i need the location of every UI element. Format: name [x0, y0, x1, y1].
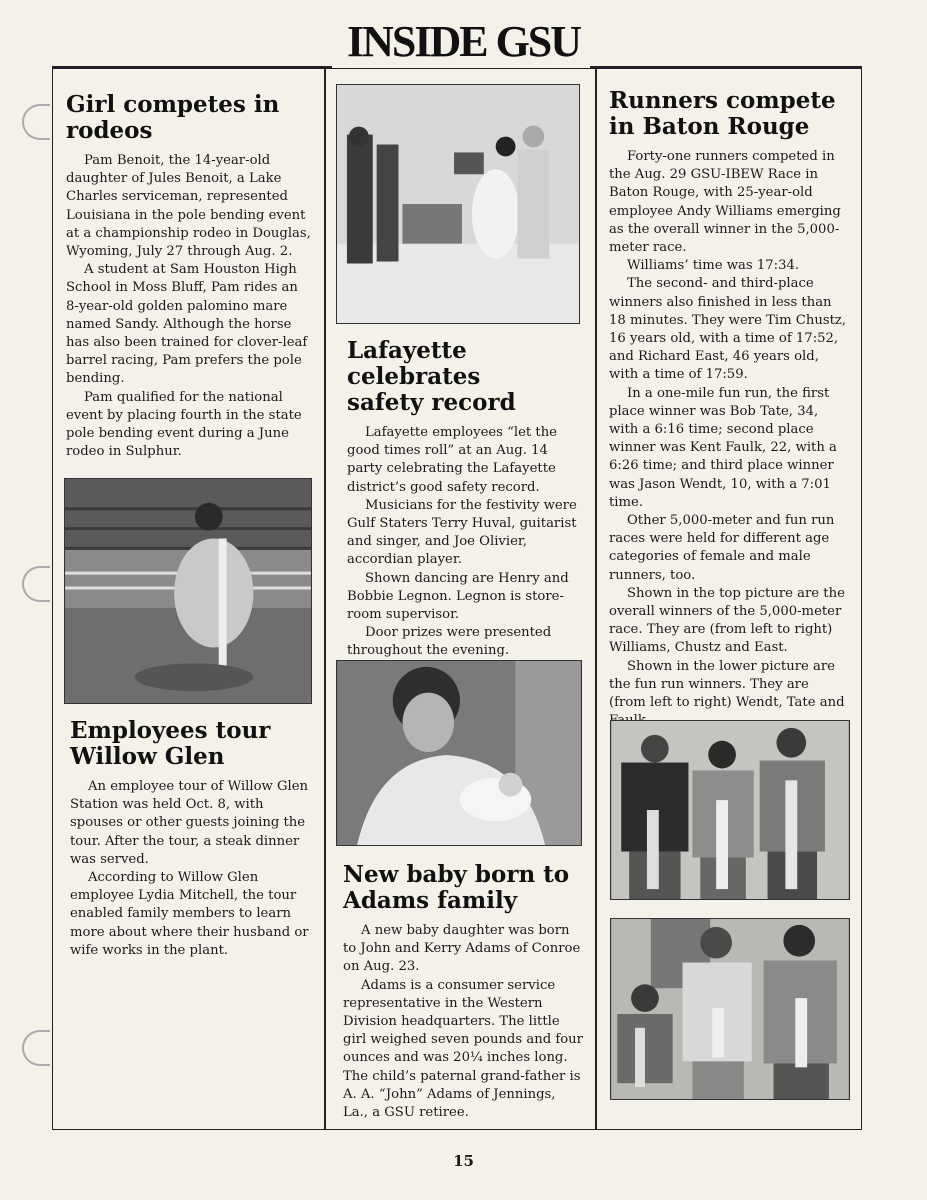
masthead: INSIDE GSU — [346, 17, 581, 66]
headline-lafayette: Lafayette celebrates safety record — [347, 337, 516, 416]
baby-photo-graphic — [337, 661, 581, 845]
column-divider — [324, 68, 326, 1130]
binder-hole — [22, 1030, 50, 1066]
paragraph: Pam qualified for the national event by placing fourth in the state pole bending event during a June rodeo in Sulphur. — [66, 389, 302, 460]
headline-willow: Employees tour Willow Glen — [70, 717, 271, 770]
rodeo-photo-graphic — [65, 479, 311, 703]
headline-rodeo: Girl competes in rodeos — [66, 91, 280, 144]
article-baby — [343, 862, 583, 1122]
rodeo-photo — [64, 478, 312, 704]
runners-top-photo — [610, 720, 850, 900]
article-runners — [609, 88, 847, 731]
runners-bottom-photo-graphic — [611, 919, 849, 1099]
paragraph: The second- and third-place winners also finished in less than 18 minutes. They were Tim Chustz, 16 years old, with a time of 17:52, and Richard East, 46 years old, with a time of 17:59. — [609, 276, 847, 383]
paragraph: A student at Sam Houston High School in Moss Bluff, Pam rides an 8-year-old golden palomino mare named Sandy. Although the horse has also been trained for clover-leaf barrel racing, Pam prefers the pole bending. — [66, 262, 308, 387]
article-willow — [70, 718, 312, 960]
article-body-baby — [343, 922, 583, 1122]
paragraph: A new baby daughter was born to John and Kerry Adams of Conroe on Aug. 23. — [343, 923, 581, 975]
lafayette-photo — [336, 84, 580, 324]
paragraph: Musicians for the festivity were Gulf Staters Terry Huval, guitarist and singer, and Joe Olivier, accordian player. — [347, 497, 577, 568]
paragraph: Shown dancing are Henry and Bobbie Legnon. Legnon is store-room supervisor. — [347, 570, 569, 623]
paragraph: Shown in the lower picture are the fun run winners. They are (from left to right) Wendt, Tate and — [609, 658, 845, 711]
page-number: 15 — [453, 1152, 474, 1170]
paragraph: Adams is a consumer service representative in the Western Division headquarters. The little girl weighed seven pounds and four ounces and was 20¼ inches long. The child’s paternal grand-father is A. A. “John” Adams of Jennings, La., a GSU retiree. — [343, 977, 583, 1121]
paragraph: Forty-one runners competed in the Aug. 29 GSU-IBEW Race in Baton Rouge, with 25-year-old employee Andy Williams emerging as the overall winner in the 5,000-meter race. — [609, 149, 841, 256]
article-lafayette — [347, 338, 583, 661]
article-body-runners — [609, 148, 847, 731]
paragraph: According to Willow Glen employee Lydia Mitchell, the tour enabled family members to learn more about where their husband or wife works in the plant. — [70, 870, 309, 958]
paragraph: Williams’ time was 17:34. — [627, 258, 800, 274]
headline-baby: New baby born to Adams family — [343, 861, 570, 914]
headline-runners: Runners compete in Baton Rouge — [609, 87, 836, 140]
baby-photo — [336, 660, 582, 846]
binder-hole — [22, 104, 50, 140]
paragraph: Lafayette employees “let the good times roll” at an Aug. 14 party celebrating the Lafayette district’s good safety record. — [347, 425, 557, 495]
article-rodeo — [66, 92, 312, 461]
article-body-lafayette — [347, 424, 583, 661]
paragraph: Pam Benoit, the 14-year-old daughter of Jules Benoit, a Lake Charles serviceman, represented Louisiana in the pole bending event at a championship rodeo in Douglas, Wyoming, July 27 through Aug. 2. — [66, 153, 311, 260]
runners-bottom-photo — [610, 918, 850, 1100]
article-body-willow — [70, 778, 312, 960]
paragraph: Other 5,000-meter and fun run races were held for different age categories of female and male runners, too. — [609, 513, 835, 583]
paragraph: Shown in the top picture are the overall winners of the 5,000-meter race. They are (from left to right) Williams, Chustz and East. — [609, 585, 845, 656]
runners-top-photo-graphic — [611, 721, 849, 899]
paragraph: Door prizes were presented throughout the evening. — [347, 625, 552, 659]
lafayette-photo-graphic — [337, 85, 579, 323]
paragraph: An employee tour of Willow Glen Station was held Oct. 8, with spouses or other guests joining the tour. After the tour, a steak dinner was served. — [70, 779, 309, 867]
article-body-rodeo — [66, 152, 312, 461]
binder-hole — [22, 566, 50, 602]
column-divider — [595, 68, 597, 1130]
paragraph: In a one-mile fun run, the first place winner was Bob Tate, 34, with a 6:16 time; second place winner was Kent Faulk, 22, with a 6:26 time; and third place winner was Jason Wendt, 10, with a 7:01 time. — [609, 385, 837, 510]
